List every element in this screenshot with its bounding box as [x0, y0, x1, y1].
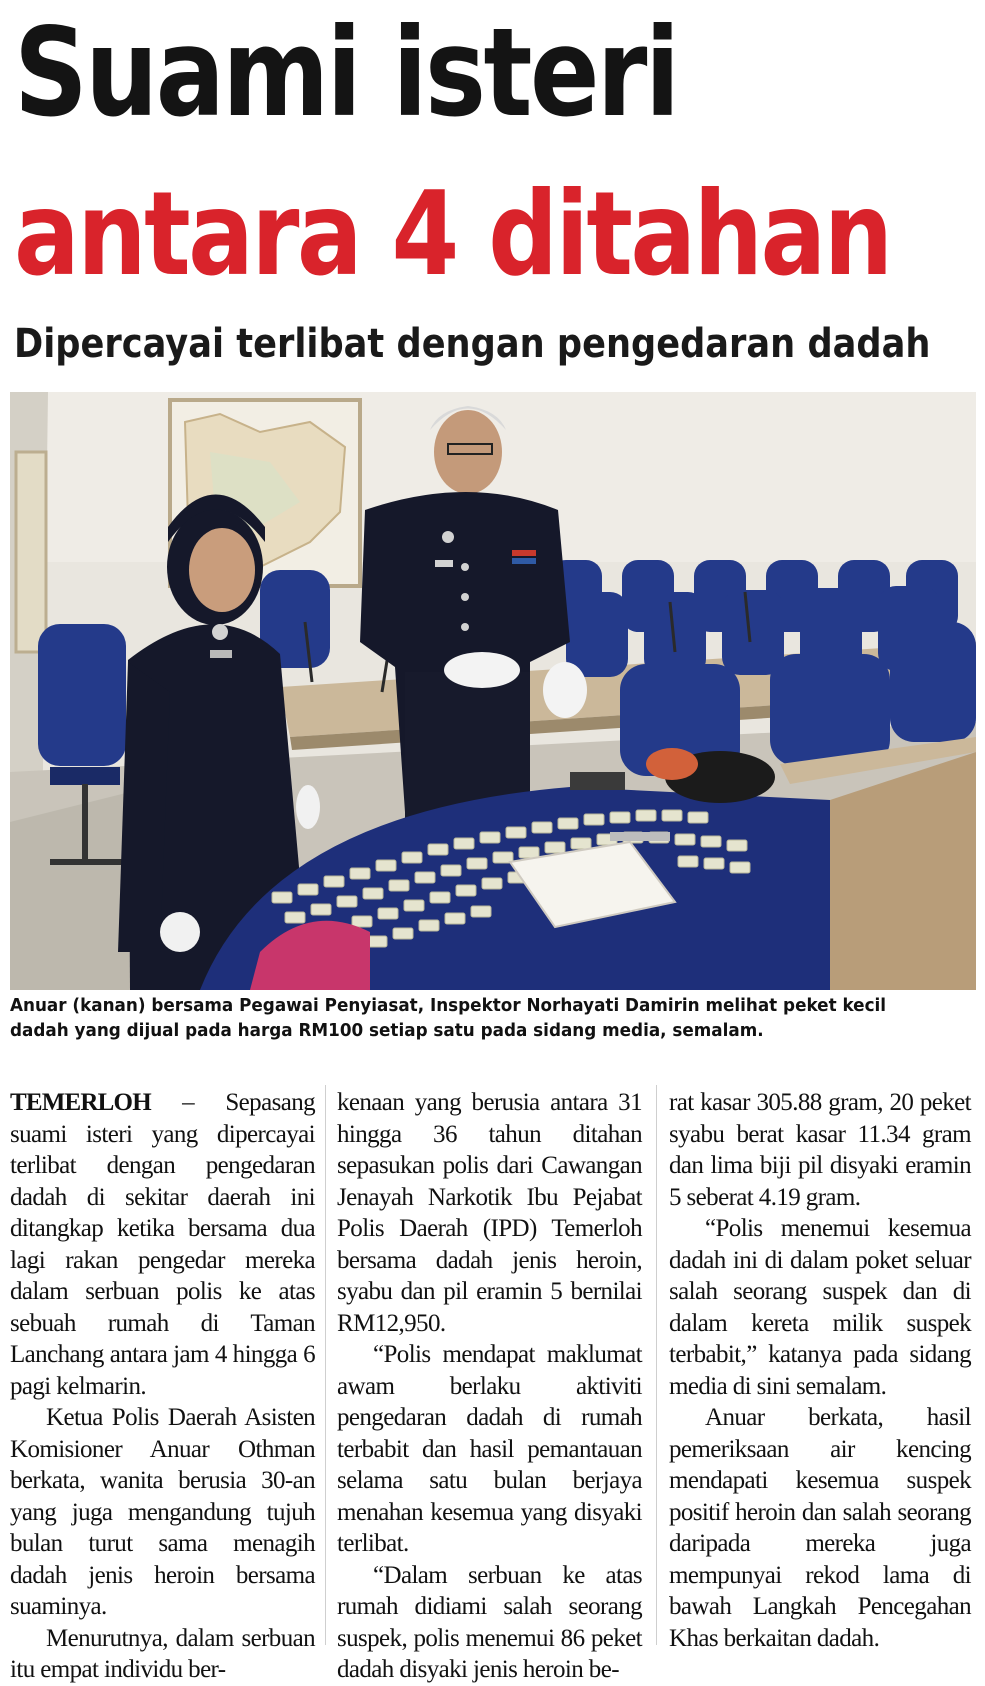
article-paragraph: Anuar berkata, hasil pemeriksaan air kencing mendapati kesemua suspek positif heroin dan salah seorang daripada mereka juga mempunyai rekod lama di bawah Langkah Pencegahan Khas berkaitan dadah.	[669, 1404, 971, 1652]
article-paragraph: “Polis menemui kesemua dadah ini di dalam poket seluar salah seorang suspek dan di dalam kereta milik suspek terbabit,” katanya pada sidang media di sini semalam.	[669, 1215, 971, 1400]
article-paragraph: “Polis mendapat maklumat awam berlaku aktiviti pengedaran dadah di rumah terbabit dan hasil pemantauan selama satu bulan berjaya menahan kesemua yang disyaki terlibat.	[337, 1341, 642, 1557]
column-divider	[325, 1085, 326, 1645]
article-paragraph: rat kasar 305.88 gram, 20 peket syabu berat kasar 11.34 gram dan lima biji pil disyaki eramin 5 seberat 4.19 gram.	[669, 1089, 971, 1211]
subheadline: Dipercayai terlibat dengan pengedaran dadah	[14, 321, 931, 367]
article-paragraph: “Dalam serbuan ke atas rumah didiami salah seorang suspek, polis menemui 86 peket dadah disyaki jenis heroin be-	[337, 1561, 642, 1683]
headline-line-2: antara 4 ditahan	[14, 167, 891, 302]
headline-line-1: Suami isteri	[14, 2, 678, 144]
paragraph-text: – Sepasang suami isteri yang dipercayai terlibat dengan pengedaran dadah di sekitar daerah ini ditangkap ketika bersama dua lagi rakan pengedar mereka dalam serbuan polis ke atas sebuah rumah di Taman Lanchang antara jam 4 hingga 6 pagi kelmarin.	[10, 1089, 315, 1400]
article-paragraph: Ketua Polis Daerah Asisten Komisioner Anuar Othman berkata, wanita berusia 30-an yang juga mengandung tujuh bulan turut sama menagih dadah jenis heroin bersama suaminya.	[10, 1404, 315, 1620]
article-column-1	[10, 1087, 315, 1686]
article-paragraph: Menurutnya, dalam serbuan itu empat individu ber-	[10, 1624, 315, 1683]
article-column-2	[337, 1087, 642, 1686]
column-divider	[656, 1085, 657, 1645]
article-column-3	[669, 1087, 971, 1654]
photo-caption: Anuar (kanan) bersama Pegawai Penyiasat, Inspektor Norhayati Damirin melihat peket kecil dadah yang dijual pada harga RM100 setiap satu pada sidang media, semalam.	[10, 996, 887, 1041]
article-paragraph: kenaan yang berusia antara 31 hingga 36 tahun ditahan sepasukan polis dari Cawangan Jenayah Narkotik Ibu Pejabat Polis Daerah (IPD) Temerloh bersama dadah jenis heroin, syabu dan pil eramin 5 bernilai RM12,950.	[337, 1089, 642, 1337]
dateline: TEMERLOH	[10, 1089, 151, 1116]
news-photo	[10, 392, 976, 990]
article-paragraph	[10, 1087, 315, 1402]
